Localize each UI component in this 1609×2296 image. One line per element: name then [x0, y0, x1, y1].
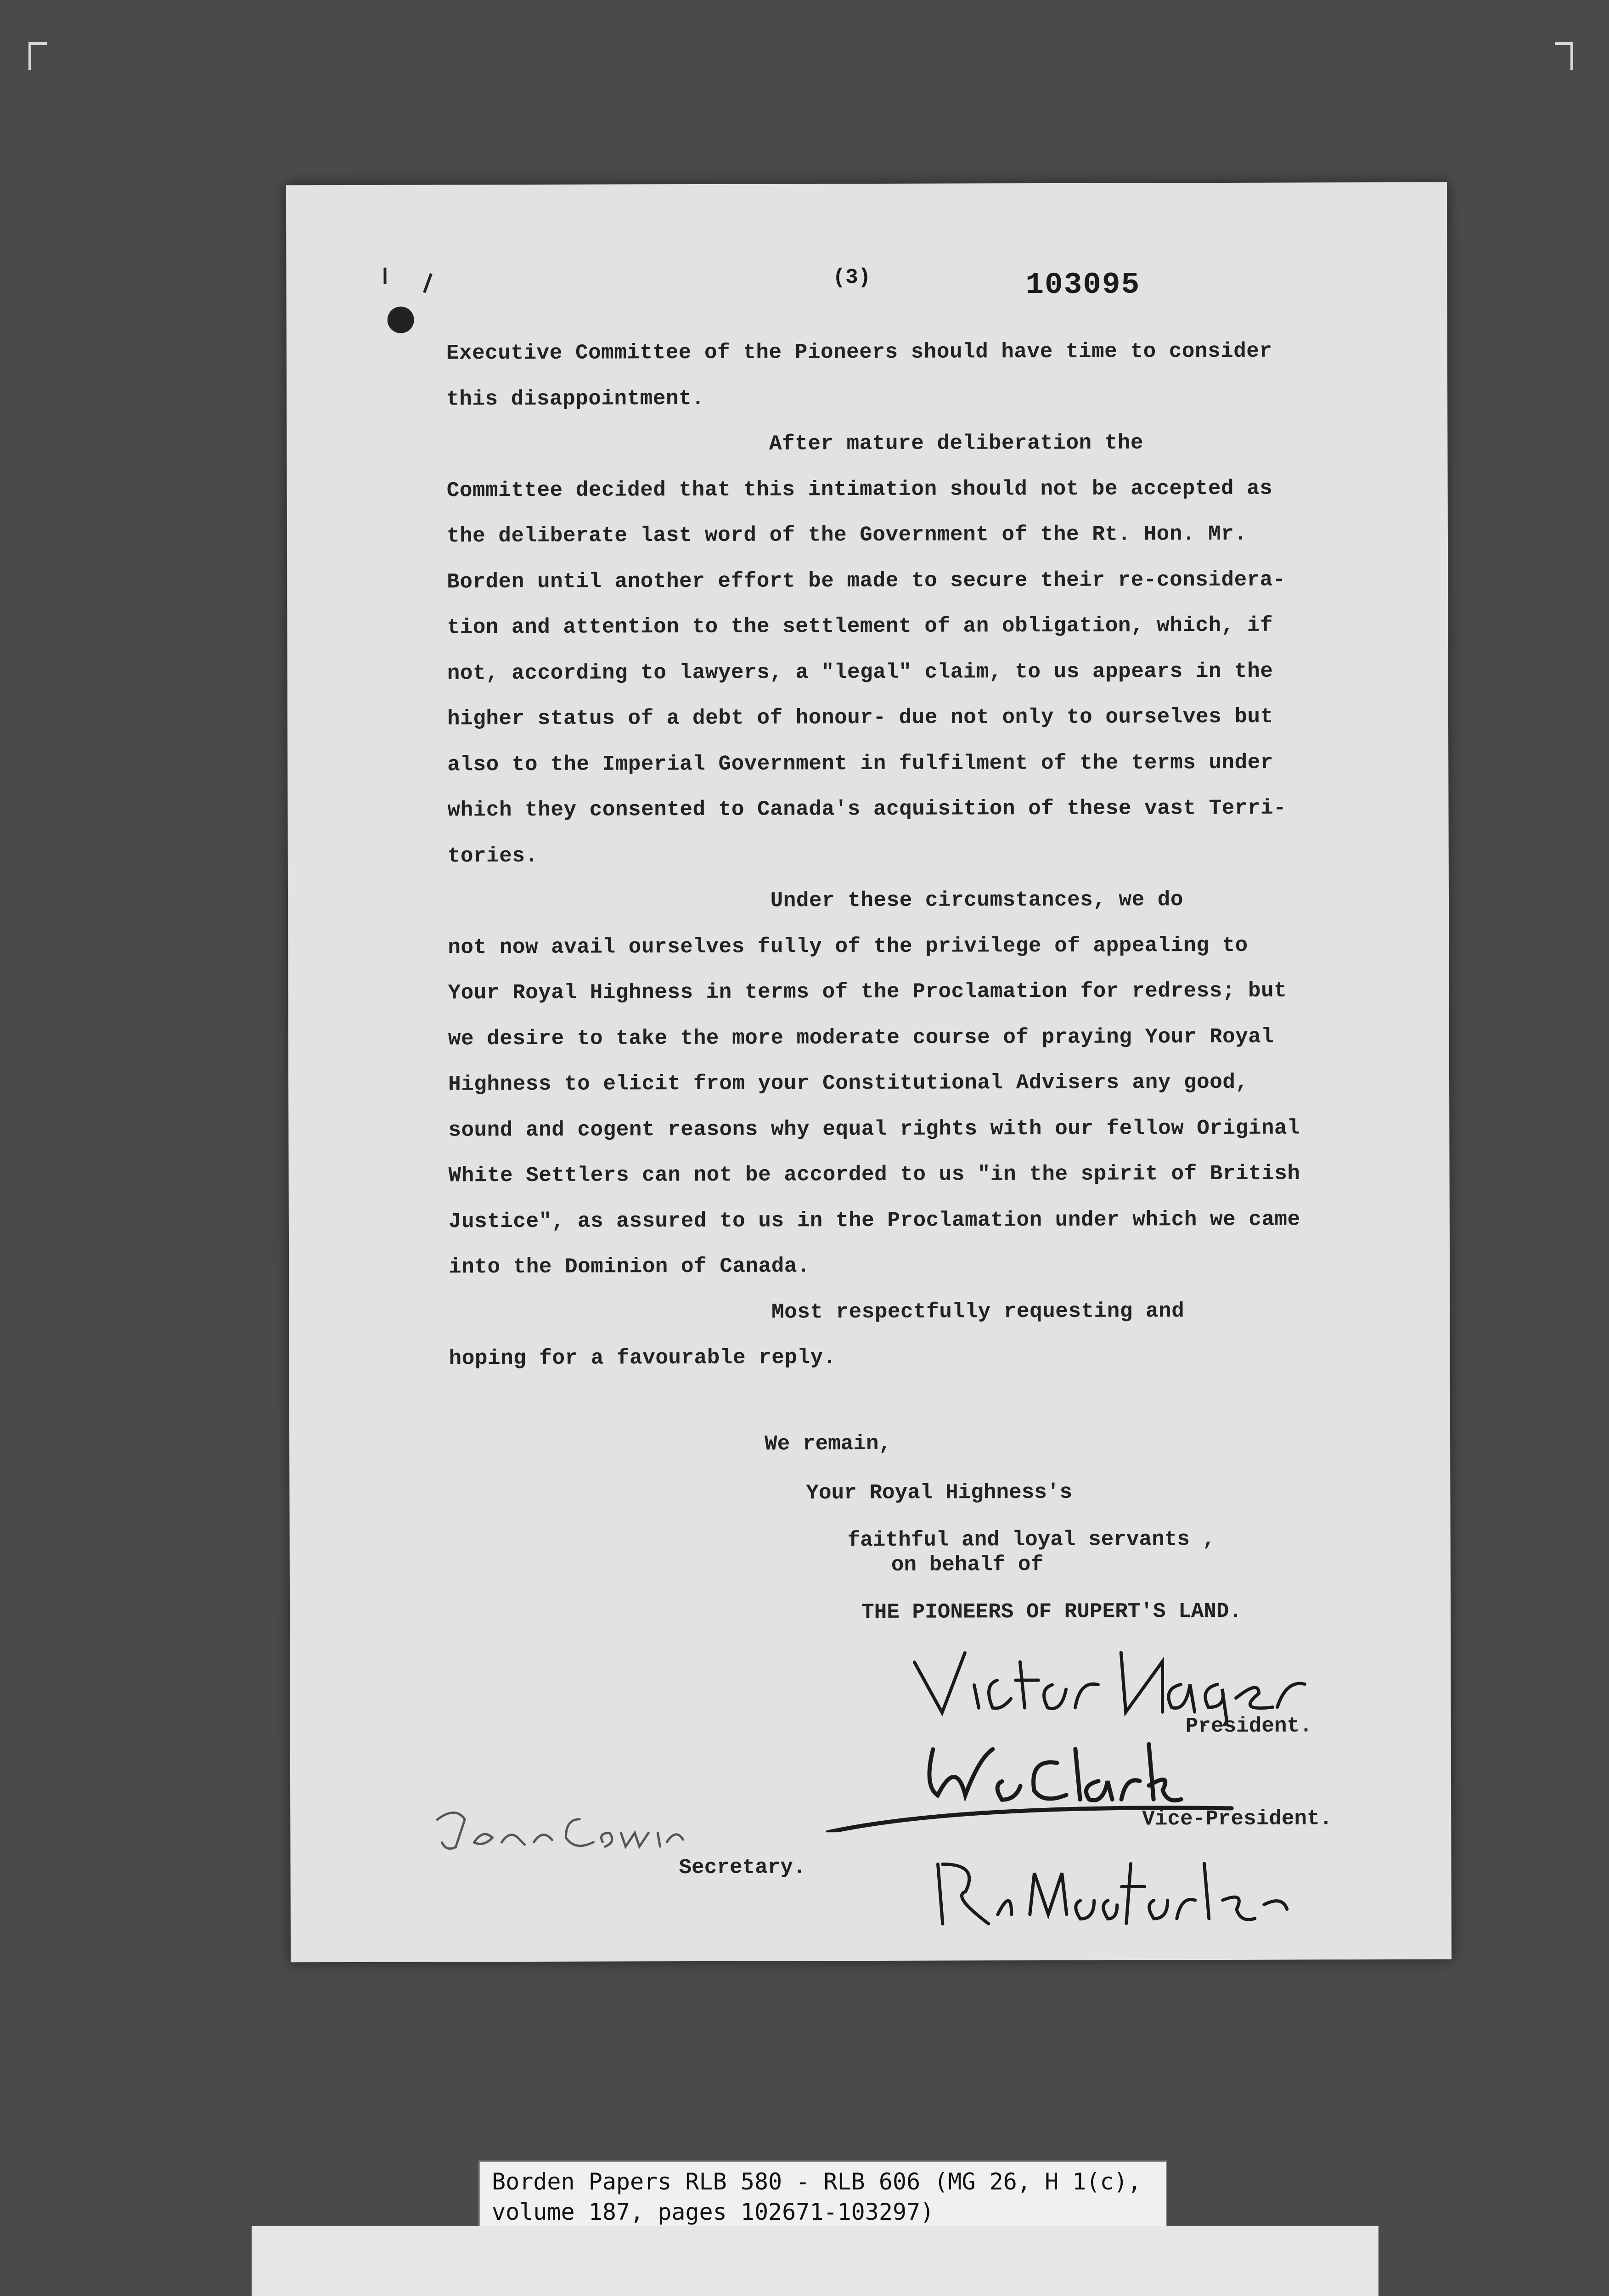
margin-mark: [423, 273, 433, 293]
third-signature: [924, 1845, 1301, 1938]
archive-label-line1: Borden Papers RLB 580 - RLB 606 (MG 26, H 1(c),: [492, 2168, 1142, 2195]
archive-label-line2: volume 187, pages 102671-103297): [492, 2199, 934, 2225]
paragraph: After mature deliberation the Committee decided that this intimation should not be accepted as the deliberate last word of the Government of the Rt. Hon. Mr. Borden until another effort be made to secure their re-considera- tion and attention to the settlement of an obligation, which, if not, according to lawyers, a "legal" claim, to us appears in the higher status of a debt of honour- due not only to ourselves but also to the Imperial Government in fulfilment of the terms under which they consented to Canada's acquisition of these vast Terri- tories.: [446, 431, 1287, 868]
document-page: [286, 182, 1451, 1963]
frame-corner-mark: [1570, 42, 1573, 70]
page-number: (3): [833, 265, 871, 290]
frame-corner-mark: [28, 42, 47, 45]
closing-we-remain: We remain,: [765, 1431, 892, 1456]
paragraph: Under these circumstances, we do not now avail ourselves fully of the privilege of appealing to Your Royal Highness in terms of the Proclamation for redress; but we desire to take the more moderate course of praying Your Royal Highness to elicit from your Constitutional Advisers any good, sound and cogent reasons why equal rights with our fellow Original White Settlers can not be accorded to us "in the spirit of British Justice", as assured to us in the Proclamation under which we came into the Dominion of Canada.: [447, 888, 1300, 1279]
punch-hole: [388, 307, 414, 333]
margin-mark: [383, 268, 386, 284]
archives-stamp: [252, 2226, 1378, 2296]
secretary-signature: [428, 1791, 685, 1861]
closing-your-highness: Your Royal Highness's: [806, 1480, 1073, 1505]
document-number: 103095: [1025, 267, 1141, 303]
letter-body: [446, 328, 1377, 1382]
paragraph: Most respectfully requesting and hoping for a favourable reply.: [449, 1299, 1185, 1371]
organization-name: THE PIONEERS OF RUPERT'S LAND.: [861, 1599, 1242, 1625]
closing-faithful: faithful and loyal servants ,: [847, 1527, 1215, 1553]
frame-corner-mark: [1555, 42, 1573, 45]
archive-label: [478, 2161, 1167, 2233]
paragraph: Executive Committee of the Pioneers should have time to consider this disappointment.: [446, 339, 1272, 411]
president-signature: [905, 1633, 1310, 1726]
closing-on-behalf: on behalf of: [891, 1553, 1044, 1577]
frame-corner-mark: [28, 42, 31, 70]
president-title: President.: [1185, 1714, 1312, 1739]
secretary-title: Secretary.: [679, 1855, 806, 1880]
vice-president-title: Vice-President.: [1142, 1806, 1333, 1831]
